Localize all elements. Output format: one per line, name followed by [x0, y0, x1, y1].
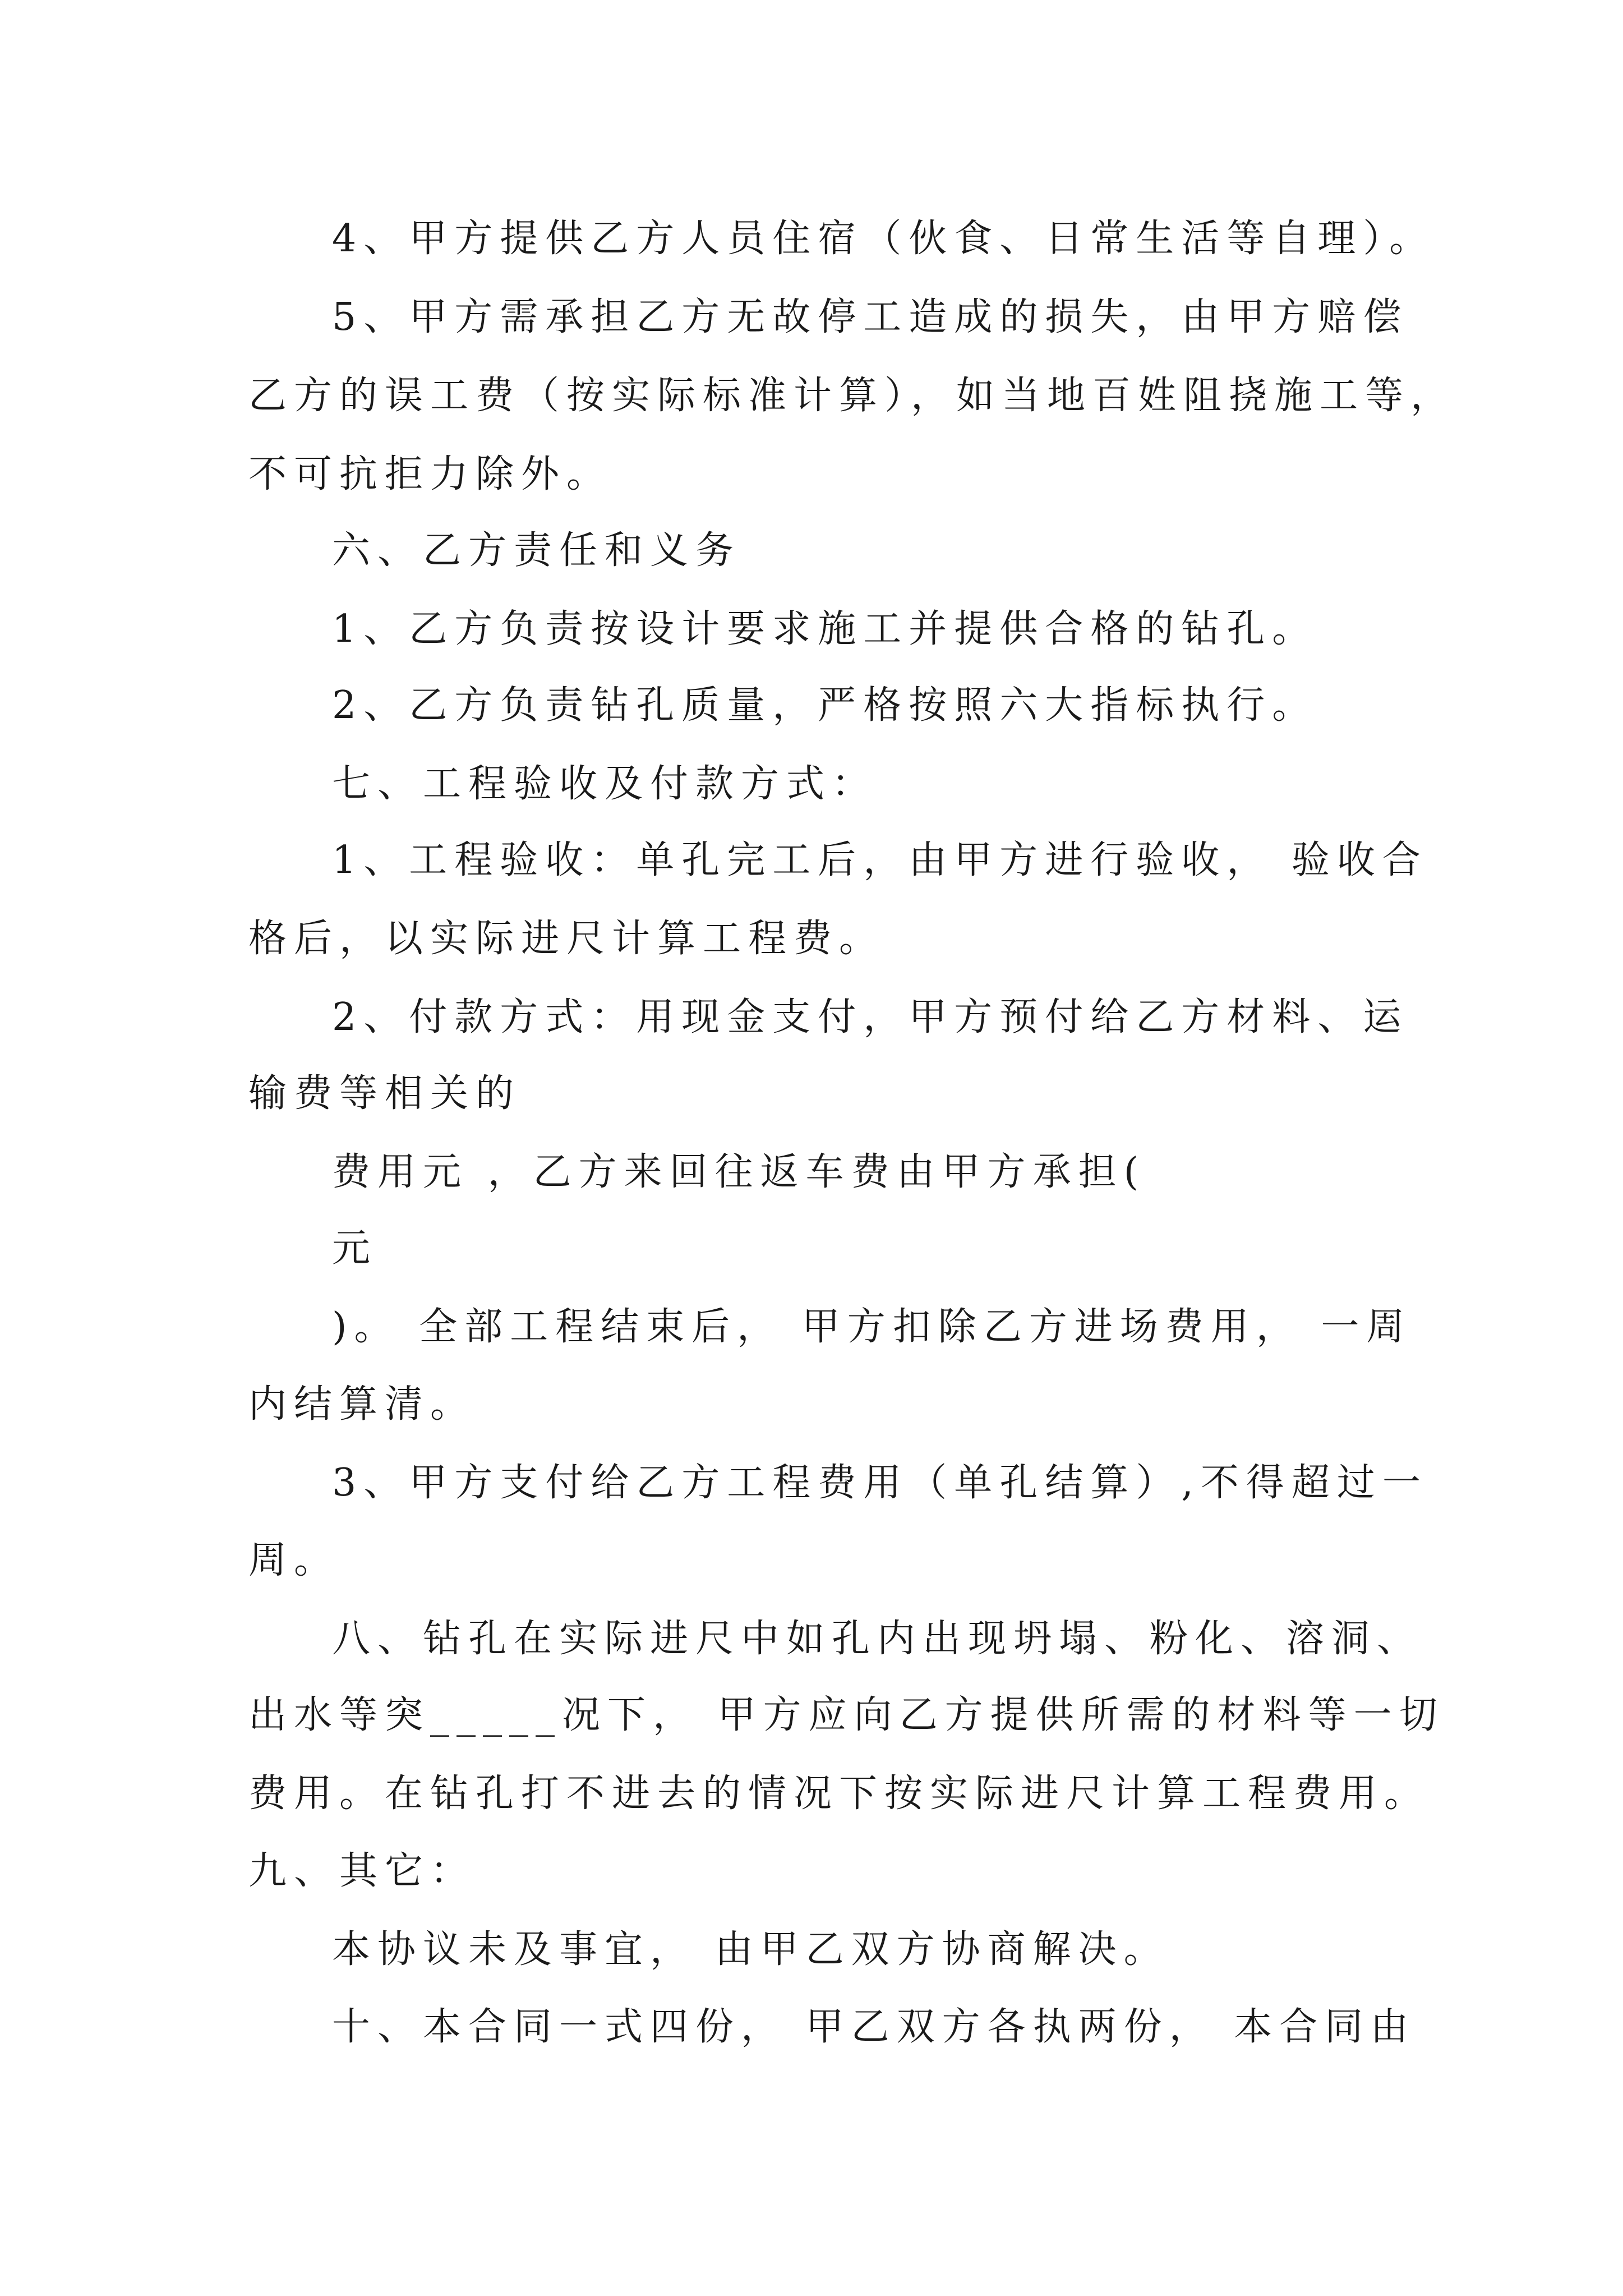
clause-5-5-line-2: 乙方的误工费（按实际标准计算），如当地百姓阻挠施工等， [248, 374, 1456, 418]
clause-7-2-line-6: 内结算清。 [248, 1382, 476, 1427]
clause-7-3-line-1: 3、甲方支付给乙方工程费用（单孔结算）,不得超过一 [332, 1461, 1428, 1505]
clause-7-1-line-2: 格后，以实际进尺计算工程费。 [248, 917, 885, 961]
clause-6-1: 1、乙方负责按设计要求施工并提供合格的钻孔。 [332, 607, 1318, 651]
section-6-heading: 六、乙方责任和义务 [332, 528, 741, 573]
clause-7-2-line-2: 输费等相关的 [248, 1071, 522, 1116]
clause-7-2-line-3: 费用元 ，乙方来回往返车费由甲方承担( [332, 1150, 1146, 1194]
section-9-heading: 九、其它： [248, 1849, 476, 1893]
clause-5-5-line-1: 5、甲方需承担乙方无故停工造成的损失，由甲方赔偿 [332, 295, 1409, 339]
clause-7-2-line-5: )。 全部工程结束后， 甲方扣除乙方进场费用， 一周 [332, 1305, 1412, 1349]
clause-7-1-line-1: 1、工程验收：单孔完工后，由甲方进行验收， 验收合 [332, 838, 1428, 882]
section-8-line-1: 八、钻孔在实际进尺中如孔内出现坍塌、粉化、溶洞、 [332, 1617, 1423, 1661]
clause-7-2-line-4: 元 [332, 1226, 378, 1271]
section-10-line-1: 十、本合同一式四份， 甲乙双方各执两份， 本合同由 [332, 2005, 1416, 2049]
clause-7-2-line-1: 2、付款方式：用现金支付，甲方预付给乙方材料、运 [332, 995, 1409, 1039]
clause-5-5-line-3: 不可抗拒力除外。 [248, 452, 612, 496]
section-9-text: 本协议未及事宜， 由甲乙双方协商解决。 [332, 1927, 1169, 1972]
clause-6-2: 2、乙方负责钻孔质量，严格按照六大指标执行。 [332, 683, 1318, 728]
section-8-line-2: 出水等突_____况下， 甲方应向乙方提供所需的材料等一切 [248, 1693, 1445, 1737]
clause-5-4: 4、甲方提供乙方人员住宿（伙食、日常生活等自理）。 [332, 217, 1435, 261]
section-8-line-3: 费用。在钻孔打不进去的情况下按实际进尺计算工程费用。 [248, 1772, 1430, 1816]
section-7-heading: 七、工程验收及付款方式： [332, 762, 878, 806]
clause-7-3-line-2: 周。 [248, 1538, 340, 1582]
